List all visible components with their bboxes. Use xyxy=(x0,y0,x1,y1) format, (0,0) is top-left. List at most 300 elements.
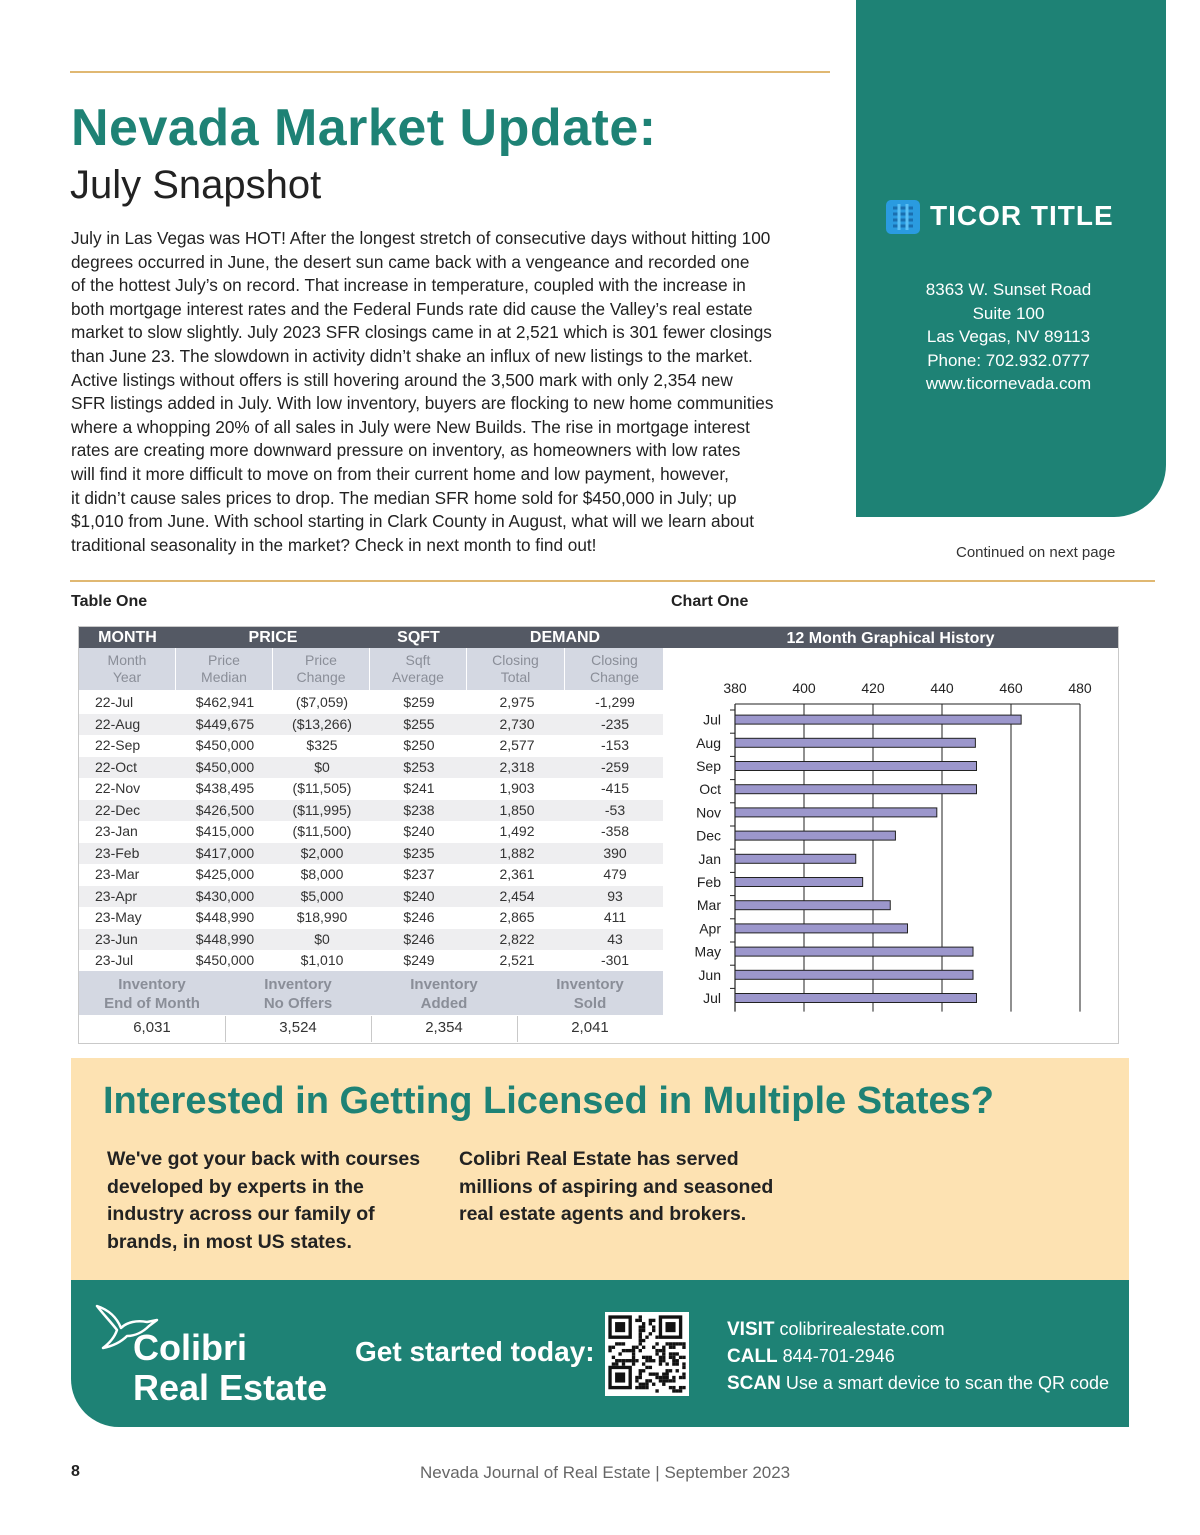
qr-module xyxy=(639,1372,642,1375)
chart-bar xyxy=(735,762,977,771)
history-chart xyxy=(663,626,1119,1044)
table-cell: $246 xyxy=(403,930,435,947)
qr-module xyxy=(642,1369,645,1372)
table-cell: $450,000 xyxy=(195,952,255,968)
y-category-label: Jun xyxy=(698,966,721,983)
call-row[interactable] xyxy=(727,1343,1109,1370)
qr-module xyxy=(649,1332,652,1335)
qr-module xyxy=(672,1342,675,1345)
table-cell: -53 xyxy=(604,801,626,818)
chart-bar xyxy=(735,901,890,910)
col-line1: Month xyxy=(107,652,147,668)
table-cell: 23-Apr xyxy=(95,887,138,904)
licensing-promo xyxy=(71,1058,1129,1280)
table-group-header xyxy=(79,627,664,648)
group-month: MONTH xyxy=(98,629,157,646)
qr-module xyxy=(652,1346,655,1349)
qr-module xyxy=(682,1362,685,1365)
table-cell: 22-Nov xyxy=(95,780,141,796)
qr-module xyxy=(672,1359,675,1362)
table-cell: 23-Jun xyxy=(95,930,138,947)
chart-bar xyxy=(735,738,975,747)
intro-line: degrees occurred in June, the desert sun came back with a vengeance and recorded one xyxy=(71,251,750,272)
table-row xyxy=(79,843,664,865)
qr-module xyxy=(645,1359,648,1362)
qr-module xyxy=(612,1356,615,1359)
qr-module xyxy=(642,1322,645,1325)
qr-module xyxy=(645,1386,648,1389)
qr-module xyxy=(645,1383,648,1386)
mid-divider xyxy=(70,580,1155,582)
table-cell: $448,990 xyxy=(195,909,255,925)
table-cell: ($11,500) xyxy=(292,823,352,839)
inv-line1: Inventory xyxy=(556,976,624,993)
website-link[interactable]: www.ticornevada.com xyxy=(925,374,1092,393)
y-category-label: Jan xyxy=(698,850,721,867)
table-cell: $241 xyxy=(403,780,435,796)
qr-module xyxy=(665,1342,668,1345)
ticor-logo xyxy=(884,198,1144,238)
promo-line: millions of aspiring and seasoned xyxy=(459,1175,774,1198)
promo-left-text xyxy=(107,1146,420,1256)
chart-bar xyxy=(735,854,856,863)
chart-bar xyxy=(735,947,973,956)
table-cell: $246 xyxy=(403,909,435,925)
table-cell: 479 xyxy=(603,866,627,882)
qr-module xyxy=(645,1379,648,1382)
intro-line: both mortgage interest rates and the Federal Funds rate did cause the Valley’s real estate xyxy=(71,298,753,319)
qr-module xyxy=(639,1386,642,1389)
x-tick-label: 480 xyxy=(1068,680,1092,696)
address-line: Las Vegas, NV 89113 xyxy=(926,327,1091,346)
col-line1: Price xyxy=(305,652,337,668)
qr-module xyxy=(662,1379,665,1382)
visit-row[interactable] xyxy=(727,1316,1109,1343)
col-month-year xyxy=(79,648,176,690)
qr-module xyxy=(662,1346,665,1349)
qr-module xyxy=(669,1379,672,1382)
call-number[interactable]: 844-701-2946 xyxy=(782,1346,895,1366)
qr-module xyxy=(655,1349,658,1352)
inv-line2: Added xyxy=(420,995,468,1012)
qr-module xyxy=(639,1339,642,1342)
qr-module xyxy=(682,1372,685,1375)
scan-row xyxy=(727,1370,1109,1397)
table-cell: -301 xyxy=(600,952,630,968)
promo-line: Colibri Real Estate has served xyxy=(459,1148,739,1170)
qr-module xyxy=(632,1352,635,1355)
page-number: 8 xyxy=(71,1463,80,1480)
table-cell: 22-Sep xyxy=(95,737,141,753)
qr-module xyxy=(665,1376,668,1379)
qr-module xyxy=(612,1346,615,1349)
qr-module xyxy=(632,1359,635,1362)
intro-line: traditional seasonality in the market? Check in next month to find out! xyxy=(71,534,597,555)
table-cell: 2,865 xyxy=(499,909,535,925)
table-cell: $438,495 xyxy=(195,780,255,796)
qr-module xyxy=(662,1376,665,1379)
y-category-label: Nov xyxy=(696,804,721,821)
top-divider xyxy=(70,71,830,73)
col-line1: Closing xyxy=(492,652,539,668)
col-line1: Price xyxy=(208,652,240,668)
qr-module xyxy=(622,1362,625,1365)
y-category-label: Jul xyxy=(703,990,721,1006)
table-row xyxy=(79,821,664,843)
table-cell: 22-Oct xyxy=(95,758,138,775)
x-tick-label: 400 xyxy=(792,680,816,696)
qr-module xyxy=(622,1342,625,1345)
qr-module xyxy=(662,1349,665,1352)
inv-sold-value: 2,041 xyxy=(571,1019,609,1036)
qr-module xyxy=(635,1346,638,1349)
group-demand: DEMAND xyxy=(529,629,601,646)
qr-module xyxy=(655,1389,658,1392)
qr-module xyxy=(669,1352,672,1355)
scan-label: SCAN xyxy=(727,1373,781,1394)
table-cell: $8,000 xyxy=(300,866,344,882)
qr-module xyxy=(618,1342,621,1345)
get-started-text: Get started today: xyxy=(355,1336,595,1367)
table-cell: ($11,505) xyxy=(292,780,352,796)
ticor-logo-text: TICOR TITLE xyxy=(930,200,1114,231)
qr-module xyxy=(676,1352,679,1355)
table-cell: -259 xyxy=(600,758,630,775)
qr-module xyxy=(608,1349,611,1352)
table-cell: $235 xyxy=(403,844,435,861)
qr-module xyxy=(655,1376,658,1379)
table-cell: $250 xyxy=(403,737,435,753)
qr-module xyxy=(669,1356,672,1359)
qr-module xyxy=(642,1386,645,1389)
qr-module xyxy=(642,1362,645,1365)
promo-line: real estate agents and brokers. xyxy=(459,1203,747,1225)
promo-line: industry across our family of xyxy=(107,1203,375,1225)
qr-module xyxy=(672,1346,675,1349)
qr-module xyxy=(635,1359,638,1362)
intro-line: July in Las Vegas was HOT! After the longest stretch of consecutive days without hitting 100 xyxy=(71,228,771,248)
table-cell: $255 xyxy=(403,715,435,732)
table-cell: $238 xyxy=(403,801,435,818)
qr-module xyxy=(665,1362,668,1365)
col-line2: Total xyxy=(500,669,531,685)
qr-module xyxy=(649,1366,652,1369)
qr-module xyxy=(635,1376,638,1379)
address-line: Suite 100 xyxy=(972,303,1045,323)
table-cell: $253 xyxy=(403,758,435,775)
table-cell: 22-Jul xyxy=(95,694,134,710)
qr-module xyxy=(682,1376,685,1379)
qr-module xyxy=(676,1369,679,1372)
table-cell: 23-Jan xyxy=(95,823,138,839)
qr-module xyxy=(652,1319,655,1322)
qr-module xyxy=(659,1376,662,1379)
qr-module xyxy=(682,1386,685,1389)
x-tick-label: 440 xyxy=(930,680,954,696)
table-cell: $18,990 xyxy=(296,909,348,925)
qr-module xyxy=(682,1342,685,1345)
qr-module xyxy=(632,1346,635,1349)
qr-module xyxy=(632,1356,635,1359)
qr-module xyxy=(608,1346,611,1349)
table-cell: $0 xyxy=(314,930,330,947)
inv-line2: No Offers xyxy=(263,995,333,1012)
qr-module xyxy=(642,1339,645,1342)
scan-text: Use a smart device to scan the QR code xyxy=(785,1373,1110,1393)
table-cell: 1,492 xyxy=(499,823,535,839)
x-tick-label: 460 xyxy=(999,680,1023,696)
qr-module xyxy=(652,1329,655,1332)
qr-module xyxy=(615,1362,618,1365)
table-cell: 22-Dec xyxy=(95,801,141,818)
qr-module xyxy=(639,1336,642,1339)
col-price-change xyxy=(273,648,370,690)
qr-module xyxy=(649,1319,652,1322)
qr-module xyxy=(669,1342,672,1345)
qr-module xyxy=(612,1362,615,1365)
qr-module xyxy=(649,1359,652,1362)
table-cell: 2,975 xyxy=(499,694,535,710)
table-cell: $0 xyxy=(314,758,330,775)
table-cell: 2,361 xyxy=(499,866,535,882)
table-row xyxy=(79,757,664,779)
inv-line2: End of Month xyxy=(104,995,200,1012)
table-cell: $462,941 xyxy=(195,694,255,710)
table-row xyxy=(79,778,664,800)
promo-line: developed by experts in the xyxy=(107,1175,364,1198)
table-cell: $415,000 xyxy=(195,823,255,839)
qr-module xyxy=(645,1336,648,1339)
qr-module xyxy=(642,1346,645,1349)
qr-module xyxy=(665,1369,668,1372)
table-cell: 2,822 xyxy=(499,930,535,947)
table-cell: ($13,266) xyxy=(292,715,352,732)
inventory-values xyxy=(79,1016,664,1042)
qr-module xyxy=(655,1336,658,1339)
table-cell: -1,299 xyxy=(595,694,635,710)
promo-title: Interested in Getting Licensed in Multiple States? xyxy=(103,1080,995,1122)
brand-line: Real Estate xyxy=(133,1367,328,1408)
inv-col-added xyxy=(371,975,517,1013)
qr-module xyxy=(662,1352,665,1355)
qr-finder xyxy=(665,1322,675,1332)
qr-module xyxy=(682,1346,685,1349)
chart-one-label: Chart One xyxy=(671,593,749,610)
table-cell: 43 xyxy=(607,930,623,947)
chart-bar xyxy=(735,994,977,1003)
intro-line: of the hottest July’s on record. That increase in temperature, coupled with the increase in xyxy=(71,275,746,296)
qr-module xyxy=(652,1372,655,1375)
call-label: CALL xyxy=(727,1346,778,1367)
qr-module xyxy=(662,1356,665,1359)
table-cell: $448,990 xyxy=(195,930,255,947)
table-cell: -358 xyxy=(600,823,630,839)
table-cell: 1,882 xyxy=(499,844,535,861)
qr-module xyxy=(676,1342,679,1345)
qr-module xyxy=(655,1352,658,1355)
intro-line: where a whopping 20% of all sales in July were New Builds. The rise in mortgage interest xyxy=(71,416,750,437)
intro-line: Active listings without offers is still hovering around the 3,500 mark with only 2,354 new xyxy=(71,369,733,390)
inv-no-offers-value: 3,524 xyxy=(279,1019,317,1036)
table-cell: 1,850 xyxy=(499,801,535,818)
qr-module xyxy=(676,1389,679,1392)
qr-module xyxy=(625,1349,628,1352)
table-cell: 23-Jul xyxy=(95,952,134,968)
table-cell: ($7,059) xyxy=(295,694,349,710)
table-row xyxy=(79,692,664,714)
intro-line: it didn’t cause sales prices to drop. The median SFR home sold for $450,000 in July; up xyxy=(71,487,737,508)
table-cell: -415 xyxy=(600,780,630,796)
table-row xyxy=(79,950,664,972)
qr-module xyxy=(632,1362,635,1365)
table-cell: $249 xyxy=(403,952,435,968)
y-category-label: Oct xyxy=(699,781,721,798)
qr-module xyxy=(635,1386,638,1389)
x-tick-label: 380 xyxy=(723,680,747,696)
col-line2: Average xyxy=(392,669,444,685)
qr-module xyxy=(672,1376,675,1379)
contact-info xyxy=(727,1316,1109,1397)
publication-footer: Nevada Journal of Real Estate | September 2023 xyxy=(420,1463,791,1482)
table-row xyxy=(79,800,664,822)
table-cell: ($11,995) xyxy=(292,801,352,818)
table-cell: $450,000 xyxy=(195,737,255,753)
qr-module xyxy=(676,1362,679,1365)
table-cell: $2,000 xyxy=(300,844,344,861)
qr-module xyxy=(679,1342,682,1345)
chart-bar xyxy=(735,831,895,840)
group-sqft: SQFT xyxy=(397,629,440,646)
inv-line2: Sold xyxy=(573,995,607,1012)
qr-module xyxy=(639,1325,642,1328)
table-cell: $430,000 xyxy=(195,887,255,904)
qr-module xyxy=(669,1386,672,1389)
y-category-label: Feb xyxy=(696,874,721,890)
table-cell: 2,454 xyxy=(499,887,535,904)
inv-col-sold xyxy=(517,975,663,1013)
qr-module xyxy=(669,1346,672,1349)
qr-module xyxy=(639,1315,642,1318)
promo-right-text xyxy=(459,1146,773,1229)
qr-module xyxy=(655,1372,658,1375)
qr-module xyxy=(642,1383,645,1386)
qr-finder xyxy=(615,1372,625,1382)
table-cell: $425,000 xyxy=(195,866,255,882)
qr-module xyxy=(639,1342,642,1345)
y-category-label: Mar xyxy=(696,897,721,914)
y-category-label: May xyxy=(694,943,721,960)
table-cell: 93 xyxy=(607,887,623,904)
qr-module xyxy=(639,1376,642,1379)
chart-bar xyxy=(735,970,973,979)
qr-module xyxy=(659,1359,662,1362)
qr-module xyxy=(682,1356,685,1359)
table-cell: $449,675 xyxy=(195,715,255,732)
chart-bar xyxy=(735,785,977,794)
y-category-label: Sep xyxy=(696,758,721,774)
bar-chart-svg xyxy=(663,648,1118,1043)
qr-module xyxy=(649,1356,652,1359)
ticor-title-logo-icon xyxy=(884,198,922,236)
qr-module xyxy=(645,1366,648,1369)
colibri-logo-text xyxy=(133,1328,327,1408)
table-cell: $1,010 xyxy=(300,952,344,968)
qr-code-icon[interactable] xyxy=(605,1312,689,1396)
table-row xyxy=(79,864,664,886)
intro-line: market to slow slightly. July 2023 SFR closings came in at 2,521 which is 301 fewer closings xyxy=(71,322,772,343)
qr-module xyxy=(672,1379,675,1382)
table-cell: $426,500 xyxy=(195,801,255,818)
qr-module xyxy=(679,1356,682,1359)
table-row xyxy=(79,929,664,951)
qr-module xyxy=(672,1362,675,1365)
promo-line: We've got your back with courses xyxy=(107,1148,421,1170)
continued-note: Continued on next page xyxy=(956,544,1116,561)
col-line2: Median xyxy=(201,669,247,685)
qr-module xyxy=(659,1349,662,1352)
qr-module xyxy=(639,1383,642,1386)
qr-module xyxy=(642,1356,645,1359)
table-cell: 23-Feb xyxy=(95,844,140,861)
table-row xyxy=(79,907,664,929)
article-subtitle: July Snapshot xyxy=(70,163,322,207)
qr-module xyxy=(679,1386,682,1389)
intro-line: than June 23. The slowdown in activity didn’t shake an influx of new listings to the market. xyxy=(71,345,753,366)
article-intro xyxy=(71,227,811,557)
qr-module xyxy=(615,1359,618,1362)
qr-module xyxy=(672,1386,675,1389)
table-one-label: Table One xyxy=(71,593,148,610)
address-line: 8363 W. Sunset Road xyxy=(925,280,1092,299)
intro-line: $1,010 from June. With school starting in Clark County in August, what will we learn about xyxy=(71,511,755,532)
col-line1: Sqft xyxy=(405,652,431,668)
qr-module xyxy=(662,1383,665,1386)
intro-line: rates are creating more downward pressure on inventory, as homeowners with low rates xyxy=(71,440,741,461)
qr-module xyxy=(672,1389,675,1392)
qr-finder xyxy=(615,1322,625,1332)
table-cell: $450,000 xyxy=(195,758,255,775)
qr-module xyxy=(615,1342,618,1345)
qr-module xyxy=(645,1356,648,1359)
col-closing-change xyxy=(565,648,664,690)
intro-line: will find it more difficult to move on from their current home and low payment, however, xyxy=(71,463,729,484)
table-cell: $325 xyxy=(306,737,338,753)
qr-module xyxy=(639,1349,642,1352)
col-price-median xyxy=(176,648,273,690)
col-sqft-average xyxy=(370,648,467,690)
y-category-label: Jul xyxy=(703,711,721,728)
x-tick-label: 420 xyxy=(861,680,885,696)
qr-module xyxy=(679,1376,682,1379)
y-category-label: Aug xyxy=(696,734,721,751)
qr-module xyxy=(662,1359,665,1362)
col-line2: Year xyxy=(112,669,142,685)
table-cell: $259 xyxy=(403,694,435,710)
qr-module xyxy=(659,1356,662,1359)
qr-module xyxy=(662,1372,665,1375)
qr-module xyxy=(639,1329,642,1332)
chart-bar xyxy=(735,878,863,887)
qr-module xyxy=(635,1379,638,1382)
inv-col-end-of-month xyxy=(79,975,225,1013)
qr-module xyxy=(672,1352,675,1355)
qr-module xyxy=(659,1379,662,1382)
qr-module xyxy=(639,1369,642,1372)
col-closing-total xyxy=(467,648,565,690)
col-line2: Change xyxy=(296,669,346,685)
table-row xyxy=(79,714,664,736)
visit-url[interactable]: colibrirealestate.com xyxy=(779,1319,945,1339)
